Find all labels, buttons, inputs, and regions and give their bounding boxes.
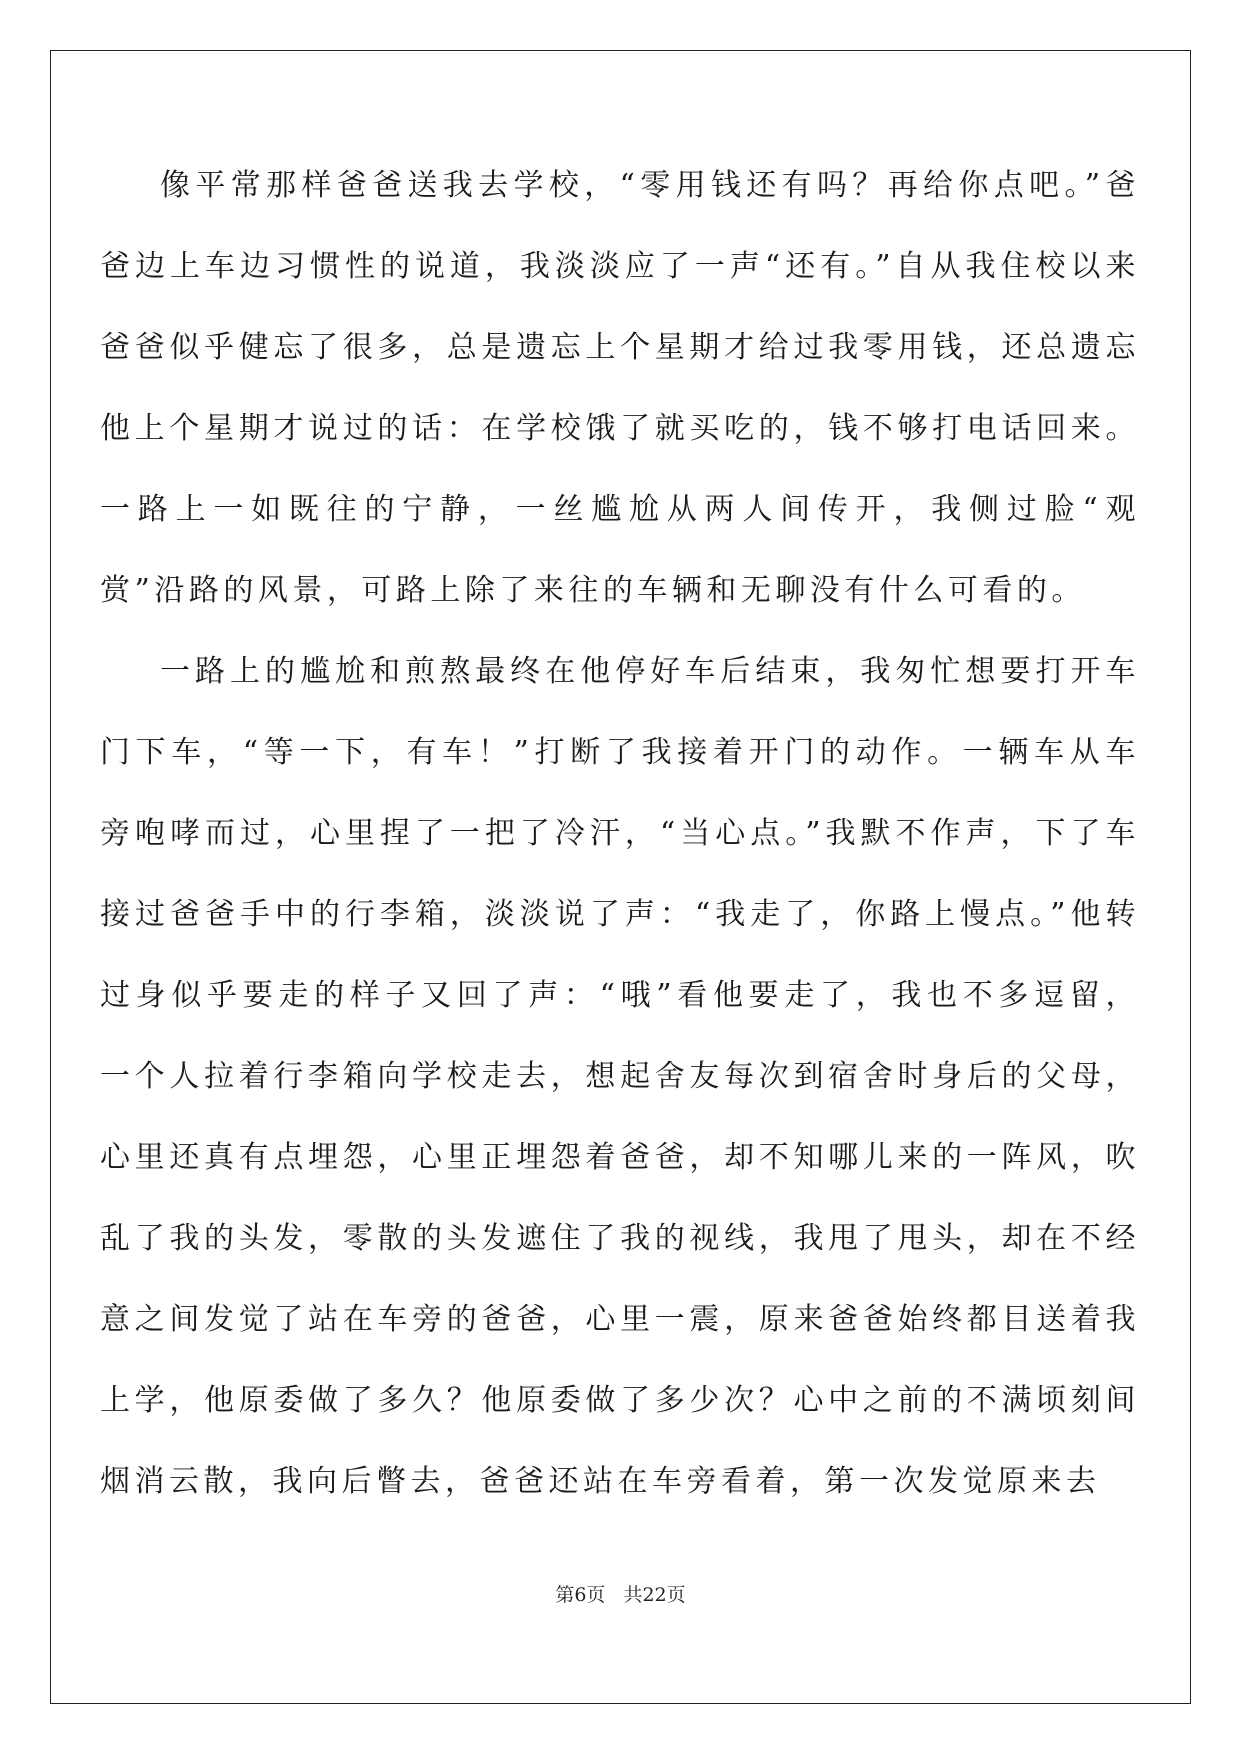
page-footer bbox=[0, 1580, 1241, 1607]
page-number: 第6页 bbox=[555, 1584, 606, 1606]
paragraph-1: 像平常那样爸爸送我去学校，“零用钱还有吗？再给你点吧。”爸爸边上车边习惯性的说道，我淡淡应了一声“还有。”自从我住校以来爸爸似乎健忘了很多，总是遗忘上个星期才给过我零用钱，还总遗忘他上个星期才说过的话：在学校饿了就买吃的，钱不够打电话回来。一路上一如既往的宁静，一丝尴尬从两人间传开，我侧过脸“观赏”沿路的风景，可路上除了来往的车辆和无聊没有什么可看的。 bbox=[100, 168, 1140, 608]
paragraph-2: 一路上的尴尬和煎熬最终在他停好车后结束，我匆忙想要打开车门下车，“等一下，有车！”打断了我接着开门的动作。一辆车从车旁咆哮而过，心里捏了一把了冷汗，“当心点。”我默不作声，下了车接过爸爸手中的行李箱，淡淡说了声：“我走了，你路上慢点。”他转过身似乎要走的样子又回了声：“哦”看他要走了，我也不多逗留，一个人拉着行李箱向学校走去，想起舍友每次到宿舍时身后的父母，心里还真有点埋怨，心里正埋怨着爸爸，却不知哪儿来的一阵风，吹乱了我的头发，零散的头发遮住了我的视线，我甩了甩头，却在不经意之间发觉了站在车旁的爸爸，心里一震，原来爸爸始终都目送着我上学，他原委做了多久？他原委做了多少次？心中之前的不满顷刻间烟消云散，我向后瞥去，爸爸还站在车旁看着，第一次发觉原来去 bbox=[100, 654, 1140, 1499]
page-total: 共22页 bbox=[623, 1584, 686, 1606]
document-body bbox=[100, 145, 1140, 1522]
